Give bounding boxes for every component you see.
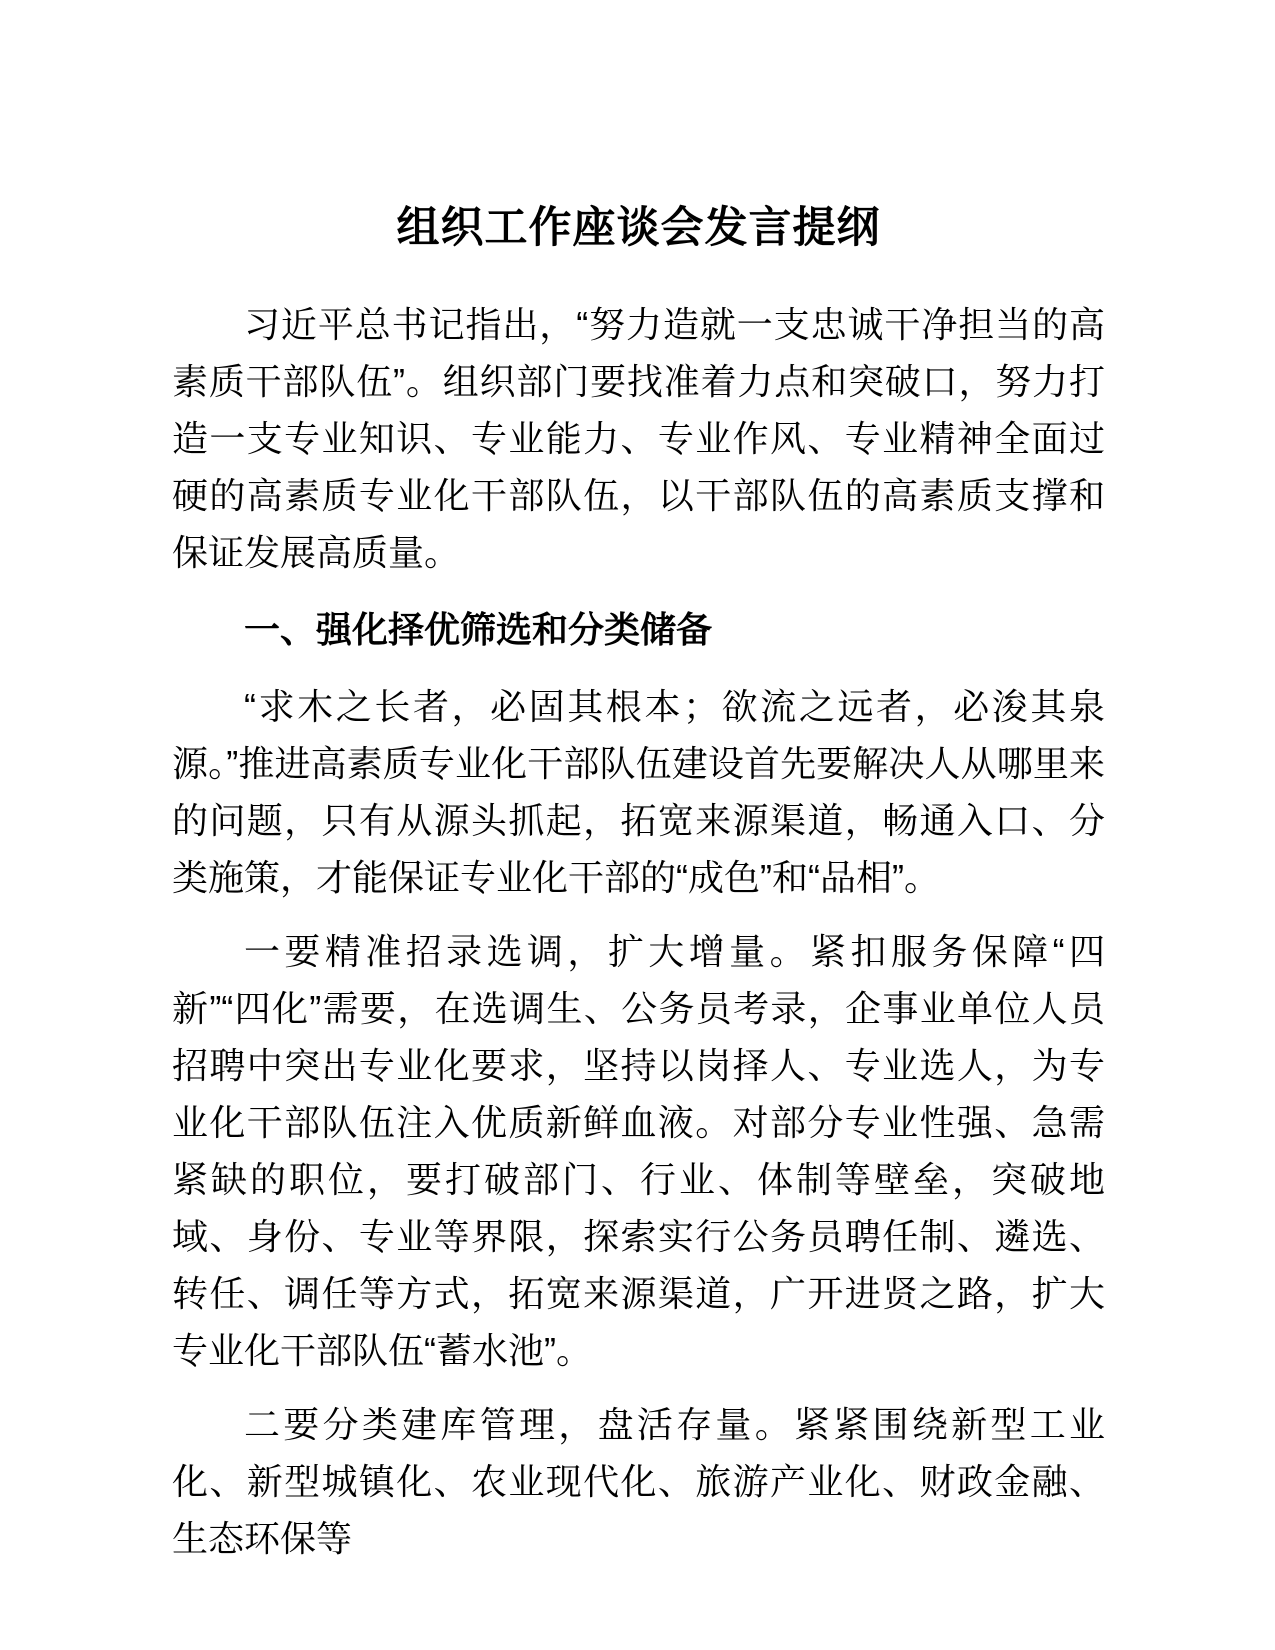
paragraph-point-2: 二要分类建库管理，盘活存量。紧紧围绕新型工业化、新型城镇化、农业现代化、旅游产业化、财政金融、生态环保等 <box>172 1404 1105 1559</box>
page-title: 组织工作座谈会发言提纲 <box>396 204 881 252</box>
paragraph-intro: 习近平总书记指出，“努力造就一支忠诚干净担当的高素质干部队伍”。组织部门要找准着力点和突破口，努力打造一支专业知识、专业能力、专业作风、专业精神全面过硬的高素质专业化干部队伍，以干部队伍的高素质支撑和保证发展高质量。 <box>172 304 1105 573</box>
section-heading-1: 一、强化择优筛选和分类储备 <box>244 609 713 650</box>
paragraph-point-1: 一要精准招录选调，扩大增量。紧扣服务保障“四新”“四化”需要，在选调生、公务员考录，企事业单位人员招聘中突出专业化要求，坚持以岗择人、专业选人，为专业化干部队伍注入优质新鲜血液。对部分专业性强、急需紧缺的职位，要打破部门、行业、体制等壁垒，突破地域、身份、专业等界限，探索实行公务员聘任制、遴选、转任、调任等方式，拓宽来源渠道，广开进贤之路，扩大专业化干部队伍“蓄水池”。 <box>172 931 1105 1371</box>
paragraph-quote-source: “求木之长者，必固其根本；欲流之远者，必浚其泉源。”推进高素质专业化干部队伍建设首先要解决人从哪里来的问题，只有从源头抓起，拓宽来源渠道，畅通入口、分类施策，才能保证专业化干部的“成色”和“品相”。 <box>172 686 1105 898</box>
